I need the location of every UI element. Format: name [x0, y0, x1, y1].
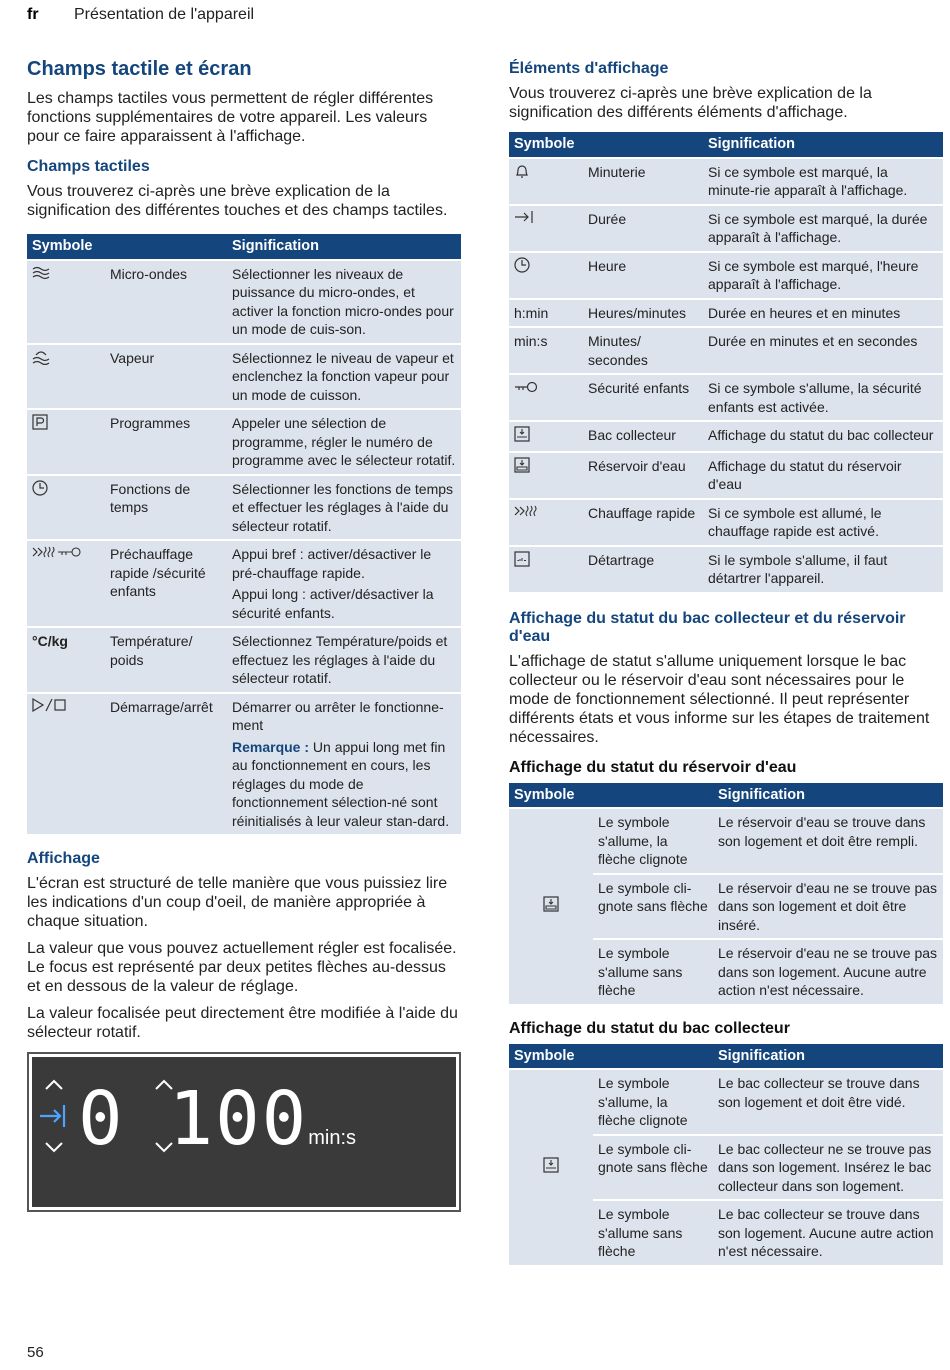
- row-name: Heure: [583, 252, 703, 299]
- status-heading: Affichage du statut du bac collecteur et du réservoir d'eau: [509, 609, 906, 645]
- meaning-header: Signification: [227, 234, 461, 260]
- display-elements-table: [509, 132, 943, 592]
- note-text: Un appui long met fin au fonctionnement en cours, les réglages du mode de fonctionnement sélection-né sont réinitialisés à leur valeur stan-dard.: [232, 738, 450, 829]
- row-name: Le symbole cli-gnote sans flèche: [593, 874, 713, 940]
- row-name: Fonctions de temps: [105, 475, 227, 541]
- display-paragraph-2: La valeur que vous pouvez actuellement régler est focalisée. Le focus est représenté par deux petites flèches au-dessus et en dessous de la valeur de réglage.: [27, 940, 457, 995]
- row-meaning: Si ce symbole s'allume, la sécurité enfants est activée.: [703, 374, 943, 421]
- timer-seconds: 00: [215, 1076, 309, 1162]
- table-row: [27, 475, 461, 541]
- table-row: [509, 499, 943, 546]
- row-name: Vapeur: [105, 344, 227, 410]
- focus-arrow-down-icon: [46, 1143, 62, 1151]
- row-meaning: Affichage du statut du bac collecteur: [703, 421, 943, 452]
- table-row: [509, 374, 943, 421]
- row-meaning: Affichage du statut du réservoir d'eau: [703, 452, 943, 499]
- row-meaning: Le réservoir d'eau ne se trouve pas dans son logement et doit être inséré.: [713, 874, 943, 940]
- timer-minutes: 1: [168, 1076, 216, 1162]
- drip-tray-icon: [543, 1157, 559, 1178]
- row-meaning: Durée en heures et en minutes: [703, 299, 943, 328]
- row-meaning: Le bac collecteur ne se trouve pas dans son logement. Insérez le bac collecteur dans son logement.: [713, 1135, 943, 1201]
- row-meaning: Sélectionnez Température/poids et effectuez les réglages à l'aide du sélecteur rotatif.: [227, 627, 461, 693]
- row-name: Minutes/ secondes: [583, 327, 703, 374]
- row-name: Le symbole s'allume sans flèche: [593, 1200, 713, 1265]
- row-note: [232, 738, 456, 831]
- water-tank-icon: [543, 896, 559, 917]
- page-header: [27, 6, 255, 24]
- row-meaning: Sélectionner les fonctions de temps et effectuer les réglages à l'aide du sélecteur rotatif.: [227, 475, 461, 541]
- temperature-weight-symbol: °C/kg: [27, 627, 105, 693]
- table-header: [509, 783, 943, 809]
- row-name: Le symbole s'allume sans flèche: [593, 939, 713, 1004]
- timer-unit: min:s: [308, 1127, 357, 1149]
- programme-icon: [32, 414, 48, 435]
- row-name: Micro-ondes: [105, 260, 227, 344]
- symbol-header: Symbole: [509, 783, 713, 809]
- display-paragraph-3: La valeur focalisée peut directement être modifiée à l'aide du sélecteur rotatif.: [27, 1005, 458, 1041]
- table-row: [509, 158, 943, 205]
- table-row: [27, 409, 461, 475]
- symbol-header: Symbole: [27, 234, 227, 260]
- key-icon: [514, 379, 538, 398]
- row-meaning: Le bac collecteur se trouve dans son logement. Aucune autre action n'est nécessaire.: [713, 1200, 943, 1265]
- row-name: Bac collecteur: [583, 421, 703, 452]
- table-row: [509, 252, 943, 299]
- table-row: [509, 327, 943, 374]
- row-name: Température/ poids: [105, 627, 227, 693]
- row-name: Sécurité enfants: [583, 374, 703, 421]
- steam-icon: [32, 349, 50, 370]
- table-row: [27, 344, 461, 410]
- meaning-header: Signification: [703, 132, 943, 158]
- tray-status-heading: Affichage du statut du bac collecteur: [509, 1019, 790, 1037]
- clock-icon: [514, 257, 530, 278]
- display-heading: Affichage: [27, 850, 100, 867]
- row-meaning: Appeler une sélection de programme, régler le numéro de programme avec le sélecteur rotatif.: [227, 409, 461, 475]
- tank-status-table: [509, 783, 943, 1004]
- display-illustration: [27, 1052, 461, 1212]
- table-row: [509, 452, 943, 499]
- row-meaning: Le réservoir d'eau se trouve dans son logement et doit être rempli.: [713, 808, 943, 874]
- right-column: [509, 58, 943, 1265]
- left-column: [27, 58, 461, 1212]
- row-meaning: Sélectionnez le niveau de vapeur et enclenchez la fonction vapeur pour un mode de cuisson.: [227, 344, 461, 410]
- display-screen: [32, 1057, 456, 1207]
- meaning-header: Signification: [713, 1044, 943, 1070]
- duration-icon: [40, 1105, 64, 1127]
- row-name: Chauffage rapide: [583, 499, 703, 546]
- symbol-header: Symbole: [509, 1044, 713, 1070]
- row-meaning-secondary: Appui long : activer/désactiver la sécurité enfants.: [232, 586, 434, 621]
- table-row: [509, 205, 943, 252]
- row-name: Durée: [583, 205, 703, 252]
- duration-icon: [514, 210, 536, 229]
- table-header: [509, 132, 943, 158]
- display-elements-heading: Éléments d'affichage: [509, 60, 669, 77]
- note-label: Remarque :: [232, 738, 310, 755]
- row-name: Minuterie: [583, 158, 703, 205]
- table-row: [27, 693, 461, 835]
- touch-screen-intro: Les champs tactiles vous permettent de régler différentes fonctions supplémentaires de votre appareil. Les valeurs pour ce faire apparaissent à l'affichage.: [27, 90, 434, 145]
- row-name: Programmes: [105, 409, 227, 475]
- row-name: Heures/minutes: [583, 299, 703, 328]
- row-meaning: Démarrer ou arrêter le fonctionne-ment: [232, 698, 444, 733]
- fast-heat-icon: [514, 504, 540, 523]
- table-row: [27, 540, 461, 627]
- table-row: [27, 627, 461, 693]
- microwave-icon: [32, 265, 50, 286]
- row-name: Démarrage/arrêt: [105, 693, 227, 835]
- row-meaning: Si ce symbole est marqué, la minute-rie apparaît à l'affichage.: [703, 158, 943, 205]
- timer-hours: 0: [78, 1076, 125, 1162]
- row-name: Réservoir d'eau: [583, 452, 703, 499]
- row-meaning: Durée en minutes et en secondes: [703, 327, 943, 374]
- row-name: Le symbole s'allume, la flèche clignote: [593, 1069, 713, 1135]
- row-name: Le symbole cli-gnote sans flèche: [593, 1135, 713, 1201]
- row-meaning: Si ce symbole est marqué, l'heure apparaît à l'affichage.: [703, 252, 943, 299]
- row-meaning: Le bac collecteur se trouve dans son logement et doit être vidé.: [713, 1069, 943, 1135]
- bell-icon: [514, 163, 530, 184]
- table-header: [27, 234, 461, 260]
- tray-status-table: [509, 1044, 943, 1265]
- hours-minutes-symbol: h:min: [509, 299, 583, 328]
- minutes-seconds-symbol: min:s: [509, 327, 583, 374]
- table-row: [509, 546, 943, 592]
- row-meaning: Si le symbole s'allume, il faut détartrer l'appareil.: [703, 546, 943, 592]
- water-tank-icon: [514, 457, 530, 478]
- tank-status-heading: Affichage du statut du réservoir d'eau: [509, 758, 797, 776]
- row-meaning: Sélectionner les niveaux de puissance du micro-ondes, et activer la fonction micro-ondes pour un mode de cuis-son.: [227, 260, 461, 344]
- row-name: Le symbole s'allume, la flèche clignote: [593, 808, 713, 874]
- row-meaning: Appui bref : activer/désactiver le pré-chauffage rapide.: [232, 546, 432, 581]
- table-row: [27, 260, 461, 344]
- table-row: [509, 1069, 943, 1135]
- symbol-header: Symbole: [509, 132, 703, 158]
- row-meaning: Si ce symbole est allumé, le chauffage rapide est activé.: [703, 499, 943, 546]
- page-number: 56: [27, 1344, 44, 1361]
- drip-tray-icon: [514, 426, 530, 447]
- language-code: fr: [27, 6, 39, 23]
- touch-fields-table: [27, 234, 461, 834]
- descale-icon: [514, 551, 530, 572]
- row-meaning: Si ce symbole est marqué, la durée apparaît à l'affichage.: [703, 205, 943, 252]
- touch-screen-heading: Champs tactile et écran: [27, 58, 252, 80]
- status-paragraph: L'affichage de statut s'allume uniquement lorsque le bac collecteur ou le réservoir d'eau sont nécessaires pour le mode de fonctionnement sélectionné. Il peut représenter différents états et vous informe sur les étapes de traitement nécessaires.: [509, 652, 930, 746]
- table-row: [509, 808, 943, 874]
- touch-fields-heading: Champs tactiles: [27, 158, 150, 175]
- table-header: [509, 1044, 943, 1070]
- table-row: [509, 299, 943, 328]
- section-title: Présentation de l'appareil: [74, 6, 255, 23]
- display-paragraph-1: L'écran est structuré de telle manière que vous puissiez lire les indications d'un coup d'oeil, de manière appropriée à chaque situation.: [27, 875, 448, 930]
- touch-fields-intro: Vous trouverez ci-après une brève explication de la signification des différentes touches et des champs tactiles.: [27, 183, 448, 219]
- table-row: [509, 421, 943, 452]
- meaning-header: Signification: [713, 783, 943, 809]
- row-meaning: Le réservoir d'eau ne se trouve pas dans son logement. Aucune autre action n'est nécessaire.: [713, 939, 943, 1004]
- row-name: Préchauffage rapide /sécurité enfants: [105, 540, 227, 627]
- row-name: Détartrage: [583, 546, 703, 592]
- preheat-lock-icon: [32, 545, 82, 564]
- start-stop-icon: [32, 698, 68, 717]
- display-elements-intro: Vous trouverez ci-après une brève explication de la signification des différents éléments d'affichage.: [509, 85, 872, 121]
- focus-arrow-up-icon: [46, 1081, 62, 1089]
- clock-icon: [32, 480, 48, 501]
